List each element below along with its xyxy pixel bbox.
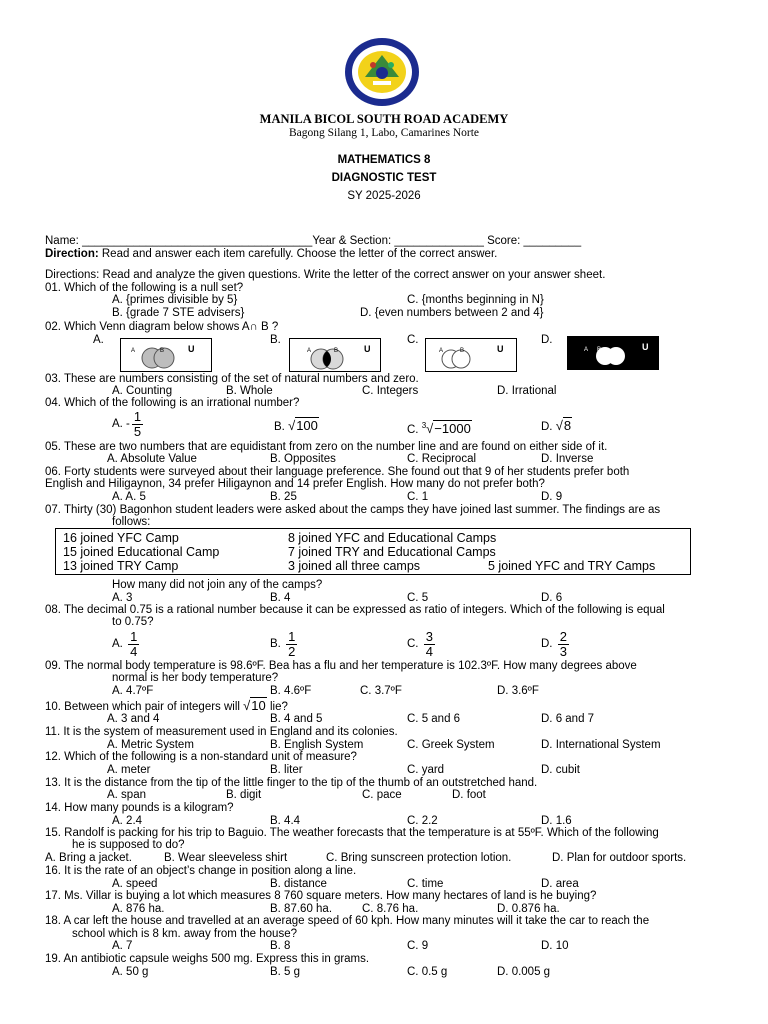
q14-choice-b: B. 4.4: [270, 815, 301, 827]
q1-choice-a: A. {primes divisible by 5}: [112, 294, 238, 306]
school-seal-logo: [343, 37, 421, 107]
q8a-denominator: 4: [130, 644, 138, 659]
q7-choice-d: D. 6: [541, 592, 563, 604]
venn-d-label-a: A: [584, 347, 589, 353]
camp-yfc: 16 joined YFC Camp: [63, 531, 179, 545]
q5-choice-d: D. Inverse: [541, 453, 594, 465]
q19-choice-d: D. 0.005 g: [497, 966, 551, 978]
camp-try: 13 joined TRY Camp: [63, 559, 179, 573]
question-15: 15. Randolf is packing for his trip to Baguio. The weather forecasts that the temperature is at 55ºF. Which of the following: [45, 827, 659, 839]
question-09-line2: normal is her body temperature?: [112, 672, 279, 684]
q4-choice-b-prefix: B.: [274, 421, 289, 433]
q6-choice-d: D. 9: [541, 491, 563, 503]
q14-choice-a: A. 2.4: [112, 815, 143, 827]
question-03: 03. These are numbers consisting of the set of natural numbers and zero.: [45, 373, 419, 385]
question-10: [45, 699, 288, 714]
q8-choice-d-prefix: D.: [541, 638, 553, 650]
question-05: 05. These are two numbers that are equidistant from zero on the number line and are found on either side of it.: [45, 441, 608, 453]
venn-d-label-u: U: [642, 342, 649, 352]
q4c-radicand: −1000: [434, 420, 471, 436]
q8d-denominator: 3: [559, 644, 567, 659]
q13-choice-a: A. span: [107, 789, 146, 801]
q15-choice-a: A. Bring a jacket.: [45, 852, 132, 864]
question-18: 18. A car left the house and travelled at an average speed of 60 kph. How many minutes will it take the car to reach the: [45, 915, 650, 927]
q9-choice-b: B. 4.6ºF: [270, 685, 312, 697]
q10-choice-d: D. 6 and 7: [541, 713, 595, 725]
q8-choice-a-prefix: A.: [112, 638, 123, 650]
venn-b-label-b: B: [334, 348, 339, 354]
q5-choice-b: B. Opposites: [270, 453, 336, 465]
q4a-denominator: 5: [133, 424, 142, 439]
camp-all-three: 3 joined all three camps: [288, 559, 421, 573]
test-title: DIAGNOSTIC TEST: [331, 172, 437, 184]
direction-text: Read and answer each item carefully. Choose the letter of the correct answer.: [98, 248, 498, 260]
q4d-radicand: 8: [563, 418, 572, 433]
q3-choice-a: A. Counting: [112, 385, 173, 397]
q15-choice-d: D. Plan for outdoor sports.: [552, 852, 687, 864]
q6-choice-a: A. A. 5: [112, 491, 146, 503]
direction-label: Direction:: [45, 248, 99, 260]
q6-choice-b: B. 25: [270, 491, 297, 503]
question-14: 14. How many pounds is a kilogram?: [45, 802, 234, 814]
venn-a-label-a: A: [131, 348, 136, 354]
subject-title: MATHEMATICS 8: [337, 154, 431, 166]
q14-choice-c: C. 2.2: [407, 815, 438, 827]
q9-choice-a: A. 4.7ºF: [112, 685, 154, 697]
venn-a-label-u: U: [188, 344, 195, 354]
question-16: 16. It is the rate of an object’s change in position along a line.: [45, 865, 357, 877]
venn-diagram-b: [289, 338, 381, 372]
q8-choice-c-prefix: C.: [407, 638, 419, 650]
camp-educational: 15 joined Educational Camp: [63, 545, 220, 559]
school-address: Bagong Silang 1, Labo, Camarines Norte: [288, 127, 480, 139]
directions-instructions: Directions: Read and analyze the given questions. Write the letter of the correct answer on your answer sheet.: [45, 269, 606, 281]
q15-choice-c: C. Bring sunscreen protection lotion.: [326, 852, 512, 864]
question-09: 09. The normal body temperature is 98.6ºF. Bea has a flu and her temperature is 102.3ºF. How many degrees above: [45, 660, 637, 672]
q10-text-pre: 10. Between which pair of integers will: [45, 701, 244, 713]
name-section-line: Name: ____________________________________Year & Section: ______________ Score: _________: [45, 235, 582, 247]
q19-choice-c: C. 0.5 g: [407, 966, 448, 978]
q8-choice-a: [112, 630, 139, 659]
question-07-prompt: How many did not join any of the camps?: [112, 579, 323, 591]
q11-choice-c: C. Greek System: [407, 739, 495, 751]
q4-choice-c: [407, 419, 472, 437]
q1-choice-b: B. {grade 7 STE advisers}: [112, 307, 245, 319]
venn-diagram-d: [567, 336, 659, 370]
q8c-numerator: 3: [425, 629, 433, 644]
q12-choice-a: A. meter: [107, 764, 151, 776]
question-08: 08. The decimal 0.75 is a rational number because it can be expressed as ratio of integers. Which of the following is equal: [45, 604, 665, 616]
q7-choice-c: C. 5: [407, 592, 429, 604]
camp-yfc-educational: 8 joined YFC and Educational Camps: [288, 531, 497, 545]
q8-choice-d: [541, 630, 569, 659]
q2-choice-a-label: A.: [93, 334, 104, 346]
q3-choice-d: D. Irrational: [497, 385, 557, 397]
q12-choice-c: C. yard: [407, 764, 445, 776]
q16-choice-a: A. speed: [112, 878, 158, 890]
venn-a-label-b: B: [160, 348, 165, 354]
question-13: 13. It is the distance from the tip of the little finger to the tip of the thumb of an outstretched hand.: [45, 777, 538, 789]
q8-choice-b-prefix: B.: [270, 638, 281, 650]
question-07-line2: follows:: [112, 516, 151, 528]
q5-choice-c: C. Reciprocal: [407, 453, 477, 465]
q8-choice-a-fraction: [128, 630, 139, 659]
q13-choice-d: D. foot: [452, 789, 486, 801]
q4-choice-a-fraction: [132, 410, 143, 439]
question-04: 04. Which of the following is an irrational number?: [45, 397, 300, 409]
q4-choice-a: [112, 410, 143, 439]
question-12: 12. Which of the following is a non-standard unit of measure?: [45, 751, 357, 763]
q14-choice-d: D. 1.6: [541, 815, 572, 827]
venn-c-label-a: A: [439, 348, 444, 354]
q4d-radical: √8: [555, 418, 572, 433]
q7-choice-b: B. 4: [270, 592, 291, 604]
venn-d-label-b: B: [597, 347, 602, 353]
question-02: 02. Which Venn diagram below shows A∩ B ?: [45, 321, 279, 333]
q17-choice-c: C. 8.76 ha.: [362, 903, 419, 915]
q18-choice-c: C. 9: [407, 940, 429, 952]
q4-choice-c-prefix: C.: [407, 423, 422, 436]
q4b-radicand: 100: [296, 418, 318, 433]
q12-choice-d: D. cubit: [541, 764, 580, 776]
q16-choice-b: B. distance: [270, 878, 327, 890]
question-18-line2: school which is 8 km. away from the house?: [72, 928, 297, 940]
q4a-numerator: 1: [133, 409, 142, 424]
q15-choice-b: B. Wear sleeveless shirt: [164, 852, 288, 864]
q2-choice-c-label: C.: [407, 334, 419, 346]
q13-choice-b: B. digit: [226, 789, 262, 801]
q7-choice-a: A. 3: [112, 592, 133, 604]
q17-choice-a: A. 876 ha.: [112, 903, 165, 915]
venn-diagram-c: [425, 338, 517, 372]
question-15-line2: he is supposed to do?: [72, 839, 185, 851]
q16-choice-c: C. time: [407, 878, 444, 890]
school-name: MANILA BICOL SOUTH ROAD ACADEMY: [259, 112, 509, 126]
q2-choice-b-label: B.: [270, 334, 281, 346]
q19-choice-a: A. 50 g: [112, 966, 149, 978]
q8-choice-b: [270, 630, 297, 659]
q16-choice-d: D. area: [541, 878, 579, 890]
q4-choice-a-prefix: A. -: [112, 418, 130, 430]
question-08-line2: to 0.75?: [112, 616, 154, 628]
q8-choice-c: [407, 630, 435, 659]
q17-choice-b: B. 87.60 ha.: [270, 903, 333, 915]
q1-choice-c: C. {months beginning in N}: [407, 294, 544, 306]
q18-choice-b: B. 8: [270, 940, 291, 952]
q10-choice-b: B. 4 and 5: [270, 713, 323, 725]
q10-text-post: lie?: [266, 701, 288, 713]
q8a-numerator: 1: [130, 629, 138, 644]
q9-choice-c: C. 3.7ºF: [360, 685, 402, 697]
question-19: 19. An antibiotic capsule weighs 500 mg. Express this in grams.: [45, 953, 370, 965]
q10-choice-a: A. 3 and 4: [107, 713, 160, 725]
q4-choice-d-prefix: D.: [541, 421, 556, 433]
q8c-denominator: 4: [425, 644, 433, 659]
q8d-numerator: 2: [559, 629, 567, 644]
q10-radicand: 10: [251, 698, 266, 713]
q2-choice-d-label: D.: [541, 334, 553, 346]
camp-try-educational: 7 joined TRY and Educational Camps: [288, 545, 496, 559]
question-06: 06. Forty students were surveyed about their language preference. She found out that 9 of her students prefer both: [45, 466, 630, 478]
q10-choice-c: C. 5 and 6: [407, 713, 461, 725]
question-01: 01. Which of the following is a null set?: [45, 282, 244, 294]
q13-choice-c: C. pace: [362, 789, 402, 801]
q4c-radical: √−1000: [426, 420, 471, 436]
direction-line: [45, 248, 497, 261]
q3-choice-c: C. Integers: [362, 385, 419, 397]
q1-choice-d: D. {even numbers between 2 and 4}: [360, 307, 544, 319]
q17-choice-d: D. 0.876 ha.: [497, 903, 560, 915]
q4b-radical: √100: [288, 418, 318, 433]
question-06-line2: English and Hiligaynon, 34 prefer Hiligaynon and 14 prefer English. How many do not prefer both?: [45, 478, 545, 490]
q8b-denominator: 2: [288, 644, 296, 659]
q9-choice-d: D. 3.6ºF: [497, 685, 539, 697]
q11-choice-a: A. Metric System: [107, 739, 194, 751]
q8-choice-c-fraction: [424, 630, 435, 659]
venn-c-label-u: U: [497, 344, 504, 354]
q11-choice-b: B. English System: [270, 739, 364, 751]
school-year: SY 2025-2026: [347, 190, 421, 202]
venn-b-label-a: A: [307, 348, 312, 354]
q6-choice-c: C. 1: [407, 491, 429, 503]
venn-diagram-a: [120, 338, 212, 372]
q18-choice-a: A. 7: [112, 940, 133, 952]
venn-b-label-u: U: [364, 344, 371, 354]
q4-choice-d: [541, 419, 572, 434]
q18-choice-d: D. 10: [541, 940, 569, 952]
q11-choice-d: D. International System: [541, 739, 661, 751]
q5-choice-a: A. Absolute Value: [107, 453, 197, 465]
q8b-numerator: 1: [288, 629, 296, 644]
question-11: 11. It is the system of measurement used in England and its colonies.: [45, 726, 398, 738]
camp-yfc-try: 5 joined YFC and TRY Camps: [488, 559, 656, 573]
question-07: 07. Thirty (30) Bagonhon student leaders were asked about the camps they have joined last summer. The findings are as: [45, 504, 661, 516]
q8-choice-b-fraction: [286, 630, 297, 659]
question-17: 17. Ms. Villar is buying a lot which measures 8 760 square meters. How many hectares of land is he buying?: [45, 890, 597, 902]
q19-choice-b: B. 5 g: [270, 966, 301, 978]
q10-radical: √10: [243, 698, 266, 713]
venn-c-label-b: B: [460, 348, 465, 354]
q8-choice-d-fraction: [558, 630, 569, 659]
q4-choice-b: [274, 419, 319, 434]
q4c-root-index: 3: [421, 421, 427, 430]
q12-choice-b: B. liter: [270, 764, 303, 776]
q3-choice-b: B. Whole: [226, 385, 273, 397]
